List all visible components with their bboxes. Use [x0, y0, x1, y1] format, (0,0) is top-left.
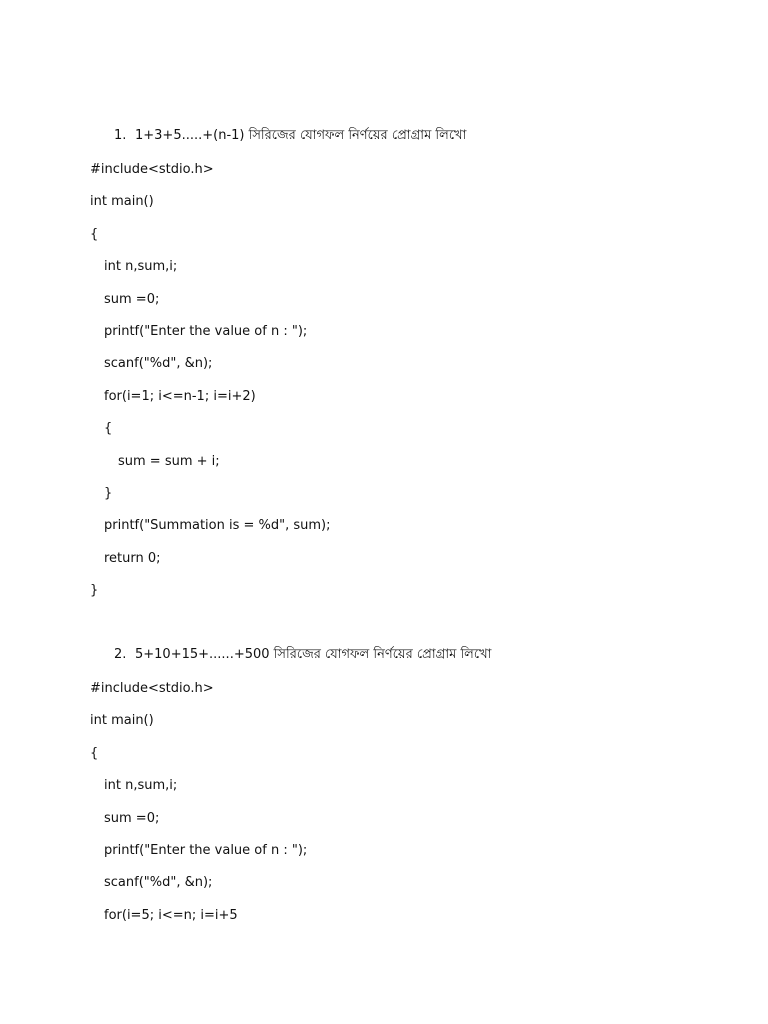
code-line: int n,sum,i;: [104, 259, 178, 275]
code-line: printf("Enter the value of n : ");: [104, 324, 308, 339]
heading-text: 5+10+15+......+500 সিরিজের যোগফল নির্ণয়ের প্রোগ্রাম লিখো: [135, 647, 492, 662]
code-line: printf("Enter the value of n : ");: [104, 843, 308, 858]
code-line: sum = sum + i;: [118, 453, 220, 469]
section-heading: [0, 645, 768, 671]
code-line: scanf("%d", &n);: [104, 356, 213, 372]
code-line: for(i=1; i<=n-1; i=i+2): [104, 388, 256, 404]
code-line: sum =0;: [104, 291, 160, 307]
code-line: int main(): [90, 713, 154, 729]
list-number: 2.: [114, 647, 127, 662]
code-line: scanf("%d", &n);: [104, 875, 213, 891]
code-line: printf("Summation is = %d", sum);: [104, 518, 331, 534]
code-line: }: [90, 583, 99, 599]
code-line: sum =0;: [104, 810, 160, 826]
code-line: }: [104, 486, 113, 501]
list-number: 1.: [114, 128, 127, 143]
code-line: int n,sum,i;: [104, 778, 178, 794]
section-heading: [0, 126, 768, 152]
code-line: #include<stdio.h>: [90, 162, 214, 177]
code-line: #include<stdio.h>: [90, 681, 214, 696]
code-line: int main(): [90, 194, 154, 210]
code-line: for(i=5; i<=n; i=i+5: [104, 907, 238, 923]
heading-text: 1+3+5.....+(n-1) সিরিজের যোগফল নির্ণয়ের প্রোগ্রাম লিখো: [135, 128, 467, 143]
code-line: {: [90, 745, 99, 761]
code-line: return 0;: [104, 550, 161, 566]
code-line: {: [104, 421, 113, 437]
code-line: {: [90, 226, 99, 242]
